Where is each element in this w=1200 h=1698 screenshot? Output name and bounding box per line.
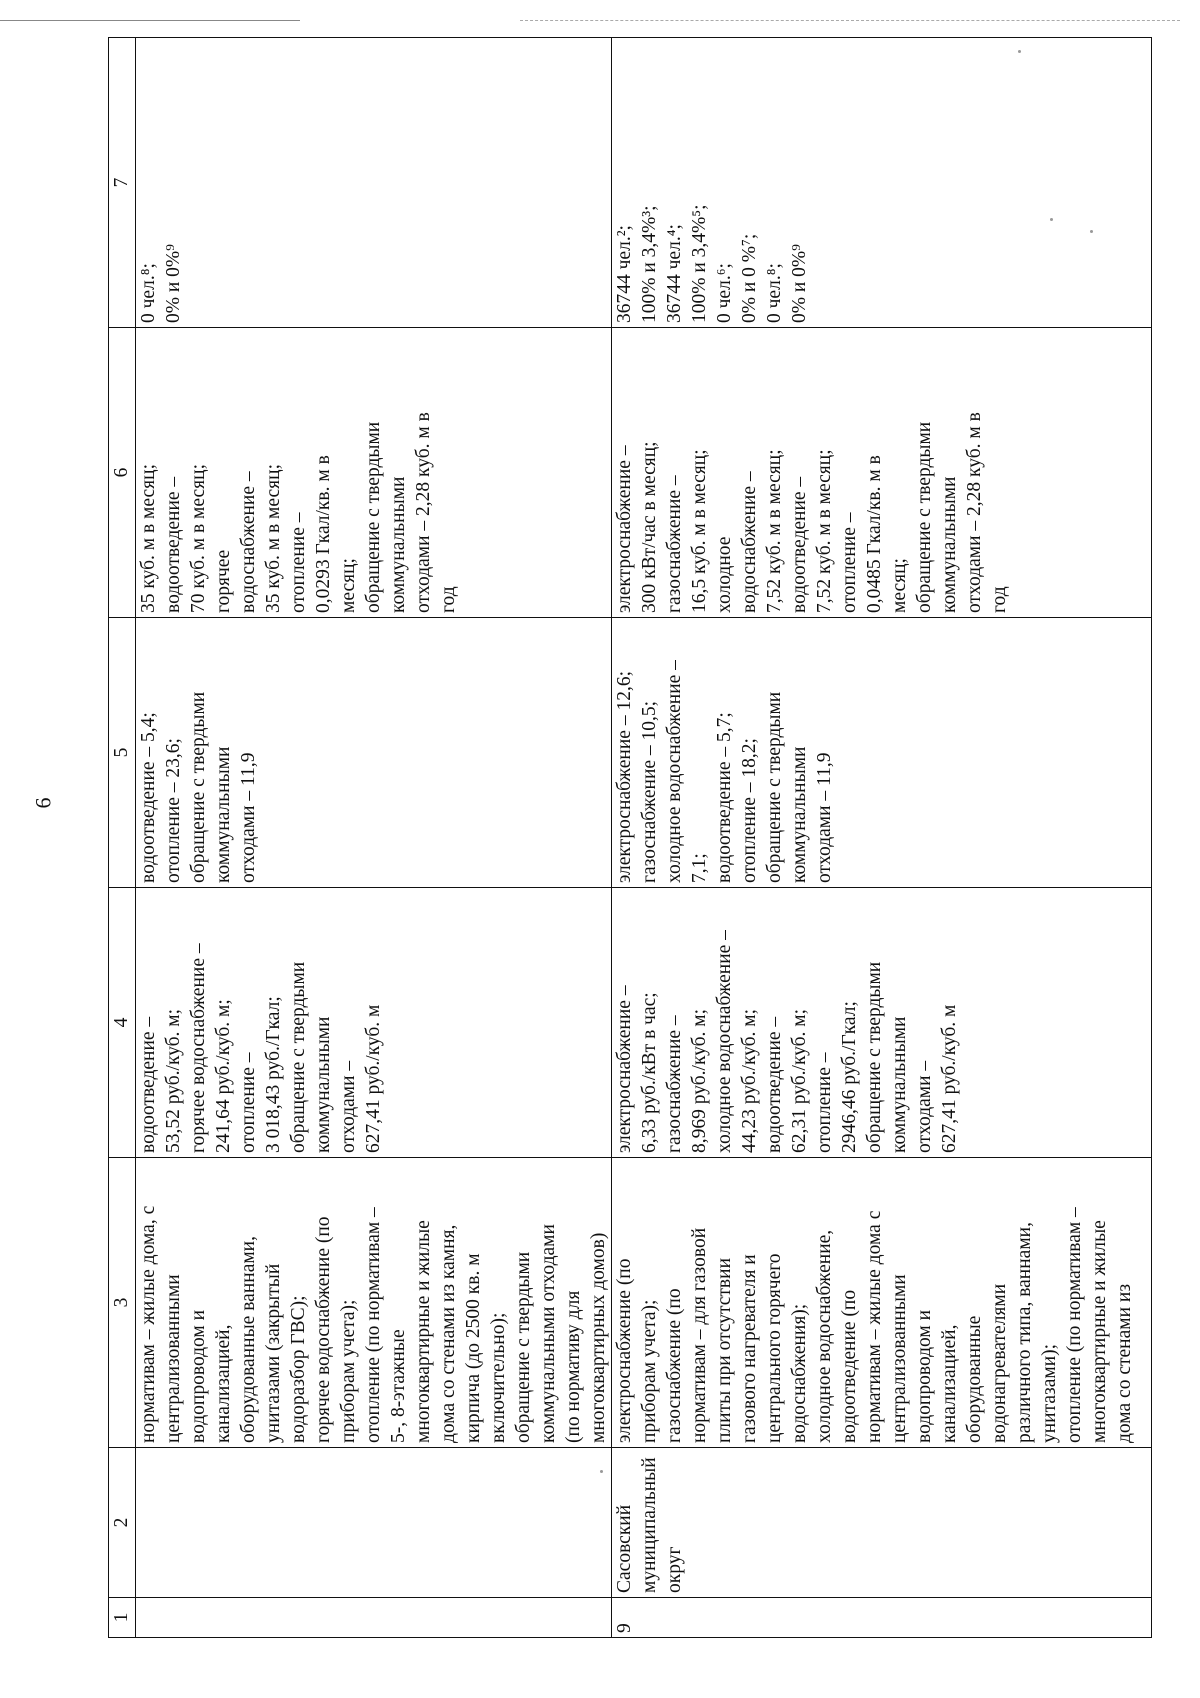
cell-line: водоотведение – 5,4; [138,712,159,883]
header-col-5: 5 [109,618,136,888]
header-col-1: 1 [109,1598,136,1638]
cell-line: год [989,586,1010,613]
cell-line: водопроводом и [188,1309,209,1443]
cell-line: 62,31 руб./куб. м; [789,1008,810,1153]
cell-line: электроснабжение (по [614,1258,635,1443]
table-cell-col-7 [612,38,1152,328]
cell-line: обращение с твердыми [914,421,935,613]
cell-line: коммунальными [939,476,960,613]
cell-line: централизованными [889,1274,910,1443]
cell-line: обращение с твердыми [363,421,384,613]
cell-line: отходами – 11,9 [238,752,259,883]
cell-line: отопление – [814,1052,835,1153]
cell-line: обращение с твердыми [864,961,885,1153]
tariff-table [108,37,1152,1638]
cell-line: унитазами (закрытый [263,1263,284,1443]
cell-line: включительно); [488,1312,509,1443]
cell-line: отходами – [914,1060,935,1153]
cell-line: 16,5 куб. м в месяц; [689,449,710,613]
cell-line: (по нормативу для [563,1290,584,1443]
table-cell-col-7 [136,38,612,328]
cell-line: нормативам – жилые дома с [864,1210,885,1443]
cell-line: 241,64 руб./куб. м; [213,999,234,1153]
cell-line: холодное водоснабжение – [664,660,685,883]
scan-dot [1090,230,1093,233]
cell-line: оборудованные [964,1315,985,1443]
cell-line: водопроводом и [914,1309,935,1443]
cell-line: 300 кВт/час в месяц; [639,441,660,613]
cell-line: 0 чел.⁶; [714,263,735,323]
cell-line: обращение с твердыми [513,1251,534,1443]
table-cell-col-5 [136,618,612,888]
cell-line: 35 куб. м в месяц; [138,464,159,613]
cell-line: 0% и 0%⁹ [163,244,184,323]
cell-line: 3 018,43 руб./Гкал; [263,996,284,1153]
cell-line: холодное водоснабжение, [814,1229,835,1443]
cell-line: месяц; [338,558,359,613]
cell-line: 6,33 руб./кВт в час; [639,992,660,1153]
cell-line: водоотведение – [163,476,184,613]
cell-line: газоснабжение (по [664,1288,685,1443]
cell-line: отопление – [839,512,860,613]
cell-line: отопление (по нормативам – [1064,1207,1085,1443]
cell-line: водоотведение – [764,1016,785,1153]
table-cell-col-3 [612,1158,1152,1448]
cell-line: канализацией, [939,1324,960,1443]
cell-line: 7,52 куб. м в месяц; [764,449,785,613]
rotated-page [108,8,1200,1638]
page-number: 6 [30,797,56,809]
cell-line: 36744 чел.⁴; [664,224,685,323]
cell-line: 7,52 куб. м в месяц; [814,449,835,613]
cell-line: муниципальный [639,1457,660,1593]
cell-line: 7,1; [689,853,710,883]
header-col-3: 3 [109,1158,136,1448]
cell-line: водоснабжение – [238,471,259,613]
cell-line: многоквартирных домов) [588,1232,609,1443]
table-cell-col-6 [136,328,612,618]
cell-line: коммунальными отходами [538,1224,559,1443]
cell-line: водоснабжение – [739,471,760,613]
cell-line: водоотведение – [138,1016,159,1153]
cell-line: отходами – 2,28 куб. м в [964,412,985,613]
cell-line: обращение с твердыми [188,691,209,883]
cell-line: водоотведение (по [839,1289,860,1443]
table-row [136,38,612,1638]
header-col-2: 2 [109,1448,136,1598]
scan-dot [1018,50,1021,53]
cell-line: водонагревателями [989,1283,1010,1443]
cell-line: водоразбор ГВС); [288,1295,309,1443]
table-cell-col-1: 9 [612,1598,1152,1638]
header-col-4: 4 [109,888,136,1158]
cell-line: 0,0485 Гкал/кв. м в [864,455,885,613]
cell-line: Сасовский [614,1504,635,1593]
cell-line: газоснабжение – 10,5; [639,700,660,883]
cell-line: год [438,586,459,613]
cell-line: 100% и 3,4%⁵; [689,204,710,323]
table-cell-col-3 [136,1158,612,1448]
cell-line: оборудованные ваннами, [238,1236,259,1443]
cell-line: обращение с твердыми [764,691,785,883]
cell-line: коммунальными [889,1016,910,1153]
header-row [109,38,136,1638]
cell-line: кирпича (до 2500 кв. м [463,1253,484,1443]
cell-line: отопление – [238,1052,259,1153]
cell-line: отходами – 11,9 [814,752,835,883]
cell-line: 100% и 3,4%³; [639,205,660,323]
cell-line: 2946,46 руб./Гкал; [839,1001,860,1153]
cell-line: дома со стенами из [1114,1283,1135,1443]
cell-line: водоотведение – 5,7; [714,712,735,883]
cell-line: 627,41 руб./куб. м [363,1004,384,1153]
table-cell-col-2 [612,1448,1152,1598]
cell-line: отопление – 18,2; [739,738,760,883]
cell-line: плиты при отсутствии [714,1257,735,1443]
cell-line: отходами – [338,1060,359,1153]
table-cell-col-2 [136,1448,612,1598]
cell-line: холодное водоснабжение – [714,930,735,1153]
cell-line: горячее [213,549,234,613]
table-body [136,38,1152,1638]
cell-line: многоквартирные и жилые [413,1220,434,1443]
cell-line: многоквартирные и жилые [1089,1220,1110,1443]
cell-line: отопление – [288,512,309,613]
cell-line: 0% и 0 %⁷; [739,233,760,323]
cell-line: месяц; [889,558,910,613]
cell-line: приборам учета); [639,1299,660,1443]
cell-line: приборам учета); [338,1299,359,1443]
cell-line: 0,0293 Гкал/кв. м в [313,455,334,613]
cell-line: водоотведение – [789,476,810,613]
cell-line: 35 куб. м в месяц; [263,464,284,613]
table-row [612,38,1152,1638]
cell-line: коммунальными [213,746,234,883]
cell-line: водоснабжения); [789,1303,810,1443]
cell-line: коммунальными [789,746,810,883]
cell-line: 627,41 руб./куб. м [939,1004,960,1153]
cell-line: горячее водоснабжение (по [313,1216,334,1443]
cell-line: 0% и 0%⁹ [789,244,810,323]
cell-line: нормативам – жилые дома, с [138,1205,159,1443]
table-cell-col-4 [136,888,612,1158]
cell-line: 53,52 руб./куб. м; [163,1008,184,1153]
cell-line: нормативам – для газовой [689,1227,710,1443]
cell-line: 5-, 8-этажные [388,1329,409,1443]
cell-line: обращение с твердыми [288,961,309,1153]
header-col-6: 6 [109,328,136,618]
cell-line: коммунальными [388,476,409,613]
table-cell-col-1 [136,1598,612,1638]
cell-line: округ [664,1546,685,1593]
cell-line: централизованными [163,1274,184,1443]
cell-line: холодное [714,536,735,613]
cell-line: электроснабжение – [614,445,635,613]
table-cell-col-6 [612,328,1152,618]
cell-line: дома со стенами из камня, [438,1224,459,1443]
cell-line: 70 куб. м в месяц; [188,464,209,613]
cell-line: 0 чел.⁸; [764,263,785,323]
cell-line: центрального горячего [764,1253,785,1443]
cell-line: горячее водоснабжение – [188,943,209,1153]
table-cell-col-4 [612,888,1152,1158]
cell-line: газоснабжение – [664,1015,685,1153]
cell-line: отходами – 2,28 куб. м в [413,412,434,613]
cell-line: электроснабжение – 12,6; [614,671,635,883]
cell-line: 8,969 руб./куб. м; [689,1008,710,1153]
cell-line: газоснабжение – [664,475,685,613]
cell-line: отопление (по нормативам – [363,1207,384,1443]
cell-line: 0 чел.⁸; [138,263,159,323]
cell-line: унитазами); [1039,1343,1060,1443]
cell-line: газового нагревателя и [739,1254,760,1443]
header-col-7: 7 [109,38,136,328]
cell-line: 36744 чел.²; [614,225,635,323]
cell-line: 44,23 руб./куб. м; [739,1008,760,1153]
cell-line: канализацией, [213,1324,234,1443]
cell-line: различного типа, ваннами, [1014,1222,1035,1443]
cell-line: электроснабжение – [614,985,635,1153]
table-cell-col-5 [612,618,1152,888]
scan-dot [1050,218,1053,221]
cell-line: коммунальными [313,1016,334,1153]
cell-line: отопление – 23,6; [163,738,184,883]
scan-dot [600,1470,603,1473]
